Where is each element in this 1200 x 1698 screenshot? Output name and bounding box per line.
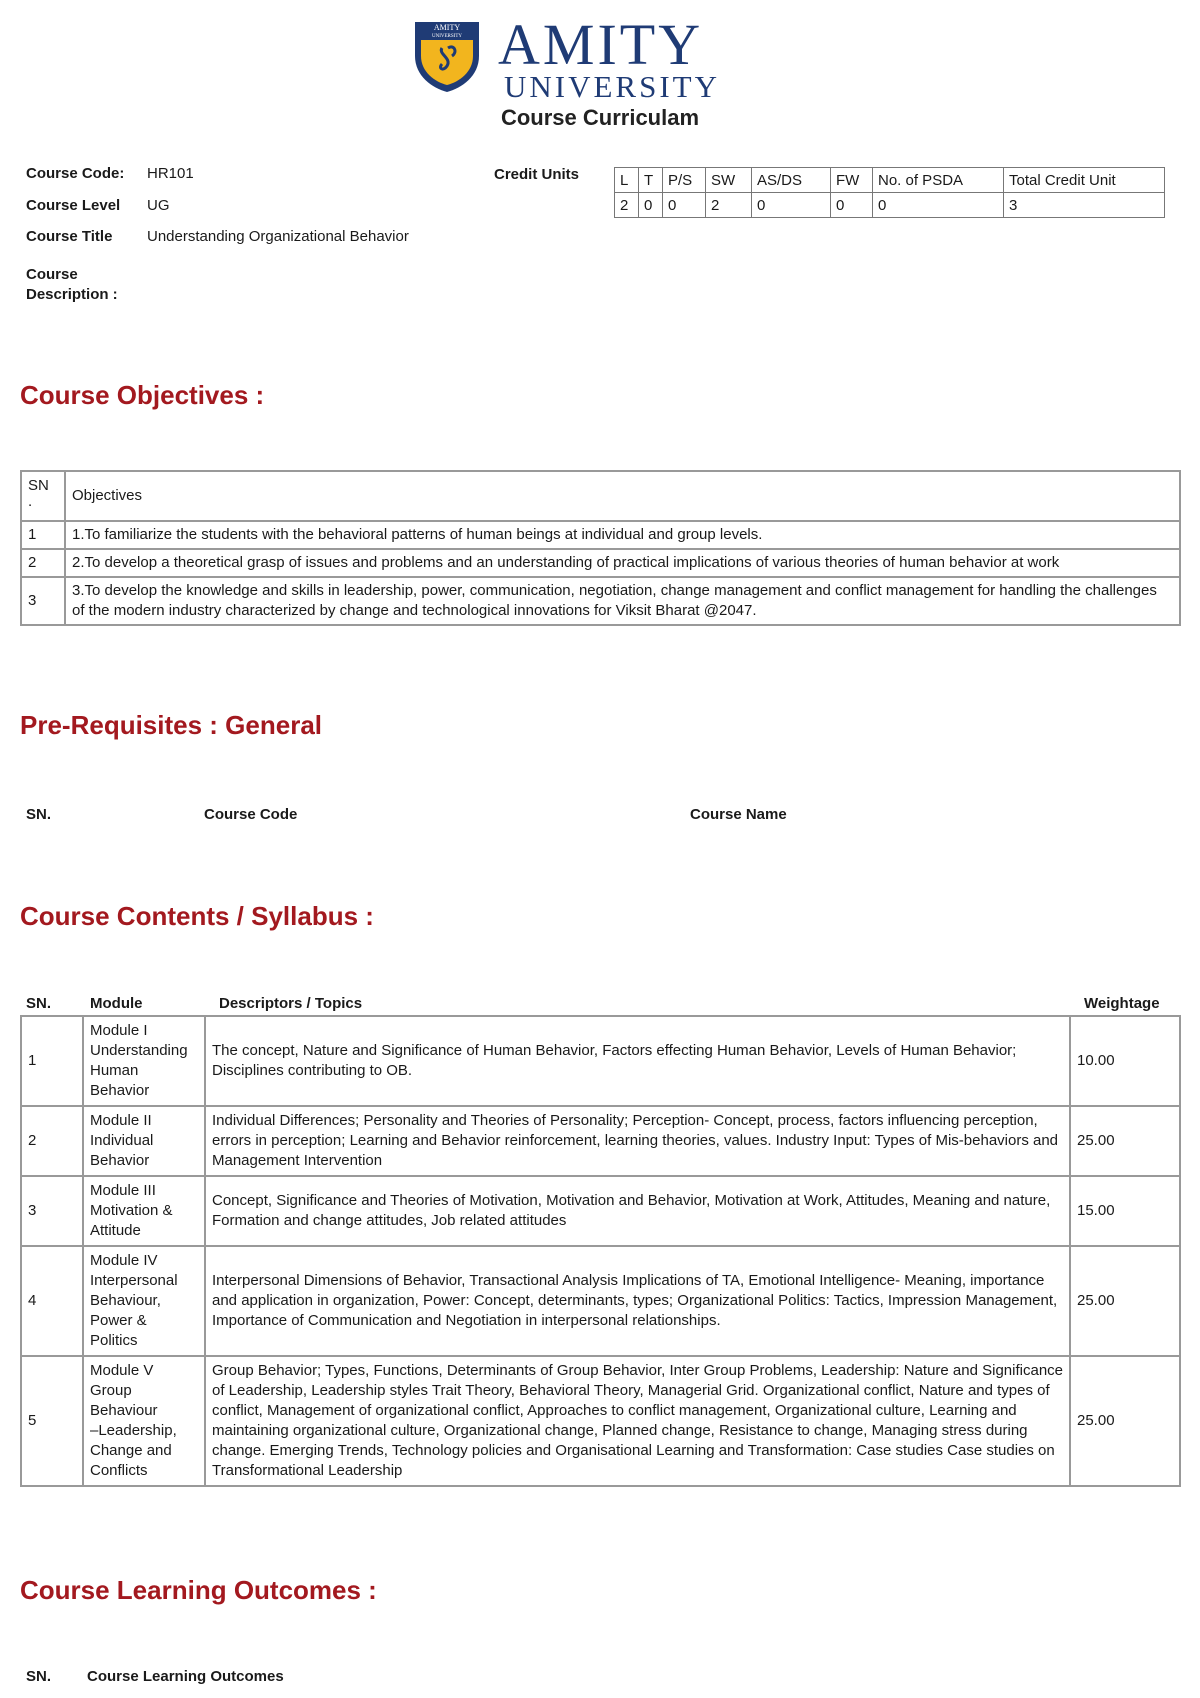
- table-row: [21, 521, 1180, 549]
- page-title: Course Curriculam: [500, 105, 700, 130]
- credit-header-cell: L: [615, 168, 639, 193]
- course-description-label-1: Course: [26, 266, 78, 283]
- credit-value-cell: 0: [663, 193, 706, 218]
- credit-value-cell: 2: [706, 193, 752, 218]
- objective-text: 2.To develop a theoretical grasp of issues and problems and an understanding of practical implications of various theories of human behavior at work: [65, 549, 1180, 577]
- syllabus-heading: Course Contents / Syllabus :: [20, 901, 374, 931]
- university-logo: [412, 12, 720, 104]
- syllabus-weightage: 10.00: [1070, 1016, 1180, 1106]
- course-level-value: UG: [147, 197, 170, 214]
- syllabus-sn: 5: [21, 1356, 83, 1486]
- syllabus-weightage: 25.00: [1070, 1246, 1180, 1356]
- course-title-label: Course Title: [26, 228, 113, 245]
- syllabus-col-weightage: Weightage: [1084, 995, 1160, 1012]
- credit-header-cell: P/S: [663, 168, 706, 193]
- credit-header-cell: FW: [831, 168, 873, 193]
- logo-text-top: AMITY: [433, 23, 461, 32]
- syllabus-module: Module V Group Behaviour –Leadership, Change and Conflicts: [83, 1356, 205, 1486]
- credit-value-row: [615, 193, 1165, 218]
- syllabus-module: Module I Understanding Human Behavior: [83, 1016, 205, 1106]
- syllabus-module: Module IV Interpersonal Behaviour, Power & Politics: [83, 1246, 205, 1356]
- syllabus-module: Module III Motivation & Attitude: [83, 1176, 205, 1246]
- prereq-col-course-name: Course Name: [690, 806, 787, 823]
- syllabus-module: Module II Individual Behavior: [83, 1106, 205, 1176]
- syllabus-sn: 3: [21, 1176, 83, 1246]
- syllabus-col-module: Module: [90, 995, 143, 1012]
- credit-header-cell: SW: [706, 168, 752, 193]
- credit-header-cell: Total Credit Unit: [1004, 168, 1165, 193]
- course-code-label: Course Code:: [26, 165, 125, 182]
- course-description-label-2: Description :: [26, 286, 118, 303]
- credit-value-cell: 0: [873, 193, 1004, 218]
- credit-header-row: [615, 168, 1165, 193]
- syllabus-descriptors: Individual Differences; Personality and Theories of Personality; Perception- Concept, process, factors influencing perception, errors in perception; Learning and Behavior reinforcement, learning theories, values. Industry Input: Types of Mis-behaviors and Management Intervention: [205, 1106, 1070, 1176]
- objectives-table: [20, 470, 1181, 626]
- syllabus-sn: 2: [21, 1106, 83, 1176]
- brand-subtitle: UNIVERSITY: [504, 69, 720, 104]
- prereq-col-course-code: Course Code: [204, 806, 298, 823]
- credit-value-cell: 0: [639, 193, 663, 218]
- syllabus-descriptors: Concept, Significance and Theories of Motivation, Motivation and Behavior, Motivation at Work, Attitudes, Meaning and nature, Formation and change attitudes, Job related attitudes: [205, 1176, 1070, 1246]
- shield-crest-icon: [412, 18, 482, 94]
- learning-outcomes-heading: Course Learning Outcomes :: [20, 1575, 377, 1605]
- course-code-value: HR101: [147, 165, 194, 182]
- outcomes-col-sn: SN.: [26, 1668, 52, 1685]
- syllabus-weightage: 25.00: [1070, 1356, 1180, 1486]
- table-row: [21, 1106, 1180, 1176]
- syllabus-weightage: 15.00: [1070, 1176, 1180, 1246]
- credit-header-cell: AS/DS: [752, 168, 831, 193]
- objectives-col-sn: SN .: [21, 471, 65, 521]
- objective-text: 3.To develop the knowledge and skills in leadership, power, communication, negotiation, change management and conflict management for handling the challenges of the modern industry characterized by change and technological innovations for Viksit Bharat @2047.: [65, 577, 1180, 625]
- syllabus-descriptors: The concept, Nature and Significance of Human Behavior, Factors effecting Human Behavior, Levels of Human Behavior; Disciplines contributing to OB.: [205, 1016, 1070, 1106]
- credit-header-cell: T: [639, 168, 663, 193]
- credit-units-label: Credit Units: [494, 166, 580, 183]
- objective-sn: 2: [21, 549, 65, 577]
- syllabus-table: [20, 1015, 1181, 1487]
- table-row: [21, 1246, 1180, 1356]
- table-row: [21, 1176, 1180, 1246]
- credit-header-cell: No. of PSDA: [873, 168, 1004, 193]
- prerequisites-heading: Pre-Requisites : General: [20, 710, 322, 740]
- credit-value-cell: 2: [615, 193, 639, 218]
- course-title-value: Understanding Organizational Behavior: [147, 228, 409, 245]
- syllabus-col-sn: SN.: [26, 995, 52, 1012]
- table-row: [21, 1356, 1180, 1486]
- credit-value-cell: 0: [752, 193, 831, 218]
- syllabus-sn: 4: [21, 1246, 83, 1356]
- syllabus-weightage: 25.00: [1070, 1106, 1180, 1176]
- course-level-label: Course Level: [26, 197, 121, 214]
- objective-sn: 3: [21, 577, 65, 625]
- objective-sn: 1: [21, 521, 65, 549]
- logo-text-bottom: UNIVERSITY: [432, 34, 462, 39]
- objectives-col-objectives: Objectives: [65, 471, 1180, 521]
- credit-value-cell: 0: [831, 193, 873, 218]
- credit-value-cell: 3: [1004, 193, 1165, 218]
- objective-text: 1.To familiarize the students with the behavioral patterns of human beings at individual and group levels.: [65, 521, 1180, 549]
- prereq-col-sn: SN.: [26, 806, 52, 823]
- credit-units-table: [614, 167, 1165, 218]
- syllabus-descriptors: Group Behavior; Types, Functions, Determinants of Group Behavior, Inter Group Problems, Leadership: Nature and Significance of Leadership, Leadership styles Trait Theory, Behavioral Theory, Managerial Grid. Organizational conflict, Nature and types of conflict, Management of organizational conflict, Approaches to conflict management, Organizational culture, Learning and maintaining organizational culture, Organizational change, Planned change, Resistance to change, Managing stress during change. Emerging Trends, Technology policies and Organisational Learning and Transformation: Case studies Case studies on Transformational Leadership: [205, 1356, 1070, 1486]
- syllabus-descriptors: Interpersonal Dimensions of Behavior, Transactional Analysis Implications of TA, Emotional Intelligence- Meaning, importance and application in organization, Power: Concept, determinants, types; Organizational Politics: Tactics, Impression Management, Importance of Communication and Negotiation in interpersonal relationships.: [205, 1246, 1070, 1356]
- outcomes-col-outcomes: Course Learning Outcomes: [87, 1668, 284, 1685]
- table-row: [21, 1016, 1180, 1106]
- table-row: [21, 549, 1180, 577]
- brand-name: AMITY: [498, 12, 704, 77]
- table-row: [21, 577, 1180, 625]
- course-objectives-heading: Course Objectives :: [20, 380, 265, 410]
- objectives-header-row: [21, 471, 1180, 521]
- syllabus-col-descriptors: Descriptors / Topics: [219, 995, 363, 1012]
- syllabus-sn: 1: [21, 1016, 83, 1106]
